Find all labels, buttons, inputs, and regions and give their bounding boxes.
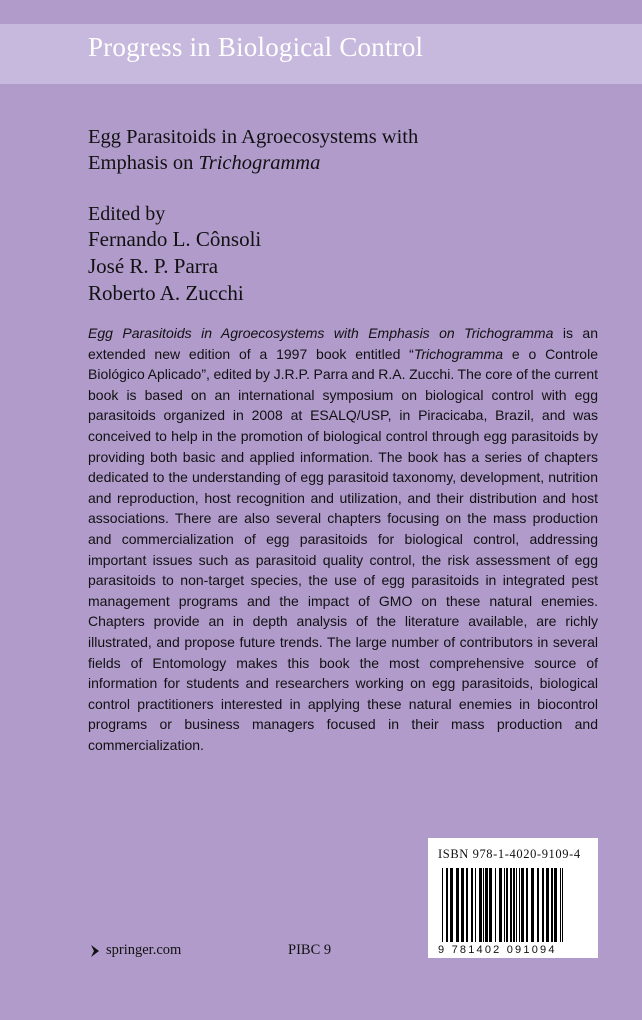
series-title: Progress in Biological Control: [88, 32, 424, 62]
barcode-bar: [479, 868, 482, 942]
edited-by-label: Edited by: [88, 203, 166, 225]
barcode-bar: [495, 868, 496, 942]
blurb-text: [88, 323, 598, 755]
barcode-bar: [506, 868, 508, 942]
barcode-bar: [516, 868, 517, 942]
barcode-bar: [562, 868, 563, 942]
barcode-bar: [531, 868, 534, 942]
isbn-barcode-box: [428, 838, 598, 958]
blurb-part-2: e o Controle Biológico Aplicado”, edited by J.R.P. Parra and R.A. Zucchi. The core of the current book is based on an international symposium on biological control with egg parasitoids organized in 2008 at ESALQ/USP, in Piracicaba, Brazil, and was conceived to help in the promotion of biological control through egg parasitoids by providing both basic and applied information. The book has a series of chapters dedicated to the understanding of egg parasitoid taxonomy, development, nutrition and reproduction, host recognition and utilization, and their distribution and host associations. There are also several chapters focusing on the mass production and commercialization of egg parasitoids for biological control, addressing important issues such as parasitoid quality control, the risk assessment of egg parasitoids to non-target species, the use of egg parasitoids in integrated pest management programs and the impact of GMO on these natural enemies. Chapters provide an in depth analysis of the literature available, are richly illustrated, and propose future trends. The large number of contributors in several fields of Entomology makes this book the most comprehensive source of information for students and researchers working on egg parasitoids, biological control practitioners interested in applying these natural enemies in biocontrol programs or business managers focused in their mass production and commercialization.: [88, 345, 598, 753]
barcode-bar: [442, 868, 443, 942]
book-title: [88, 124, 568, 176]
barcode-bar: [537, 868, 539, 942]
publisher-link[interactable]: [90, 942, 181, 959]
blurb-italic-word: Trichogramma: [413, 345, 504, 362]
series-number: PIBC 9: [288, 942, 332, 958]
book-title-line-1: Egg Parasitoids in Agroecosystems with: [88, 126, 419, 148]
publisher-url: springer.com: [106, 942, 182, 958]
editor-list: [88, 226, 261, 307]
barcode-bar: [489, 868, 492, 942]
barcode-graphic: [440, 868, 586, 942]
barcode-bar: [461, 868, 464, 942]
barcode-bar: [510, 868, 512, 942]
barcode-bar: [483, 868, 484, 942]
book-title-prefix: Emphasis on: [88, 152, 199, 174]
book-title-italic: Trichogramma: [198, 152, 321, 174]
chevron-right-icon: [90, 944, 100, 958]
barcode-bar: [475, 868, 476, 942]
barcode-bar: [466, 868, 468, 942]
barcode-bar: [471, 868, 473, 942]
barcode-bar: [446, 868, 448, 942]
isbn-label: ISBN 978-1-4020-9109-4: [438, 847, 581, 861]
barcode-bar: [519, 868, 520, 942]
barcode-bar: [551, 868, 553, 942]
barcode-bar: [526, 868, 528, 942]
barcode-bar: [456, 868, 459, 942]
book-title-line-2: [88, 150, 568, 176]
barcode-bar: [499, 868, 502, 942]
barcode-bar: [560, 868, 561, 942]
editor-name: Roberto A. Zucchi: [88, 281, 244, 305]
barcode-bar: [542, 868, 544, 942]
barcode-bar: [513, 868, 515, 942]
editor-name: Fernando L. Cônsoli: [88, 227, 262, 251]
blurb-part-1: is an extended new edition of a 1997 book entitled “: [88, 325, 598, 362]
barcode-bar: [521, 868, 524, 942]
barcode-bar: [546, 868, 549, 942]
editor-name: José R. P. Parra: [88, 254, 219, 278]
barcode-bar: [504, 868, 505, 942]
blurb-book-title: Egg Parasitoids in Agroecosystems with Emphasis on Trichogramma: [88, 325, 554, 341]
barcode-bar: [554, 868, 557, 942]
barcode-digits: 9 781402 091094: [438, 944, 557, 956]
barcode-bar: [450, 868, 453, 942]
barcode-bar: [485, 868, 488, 942]
